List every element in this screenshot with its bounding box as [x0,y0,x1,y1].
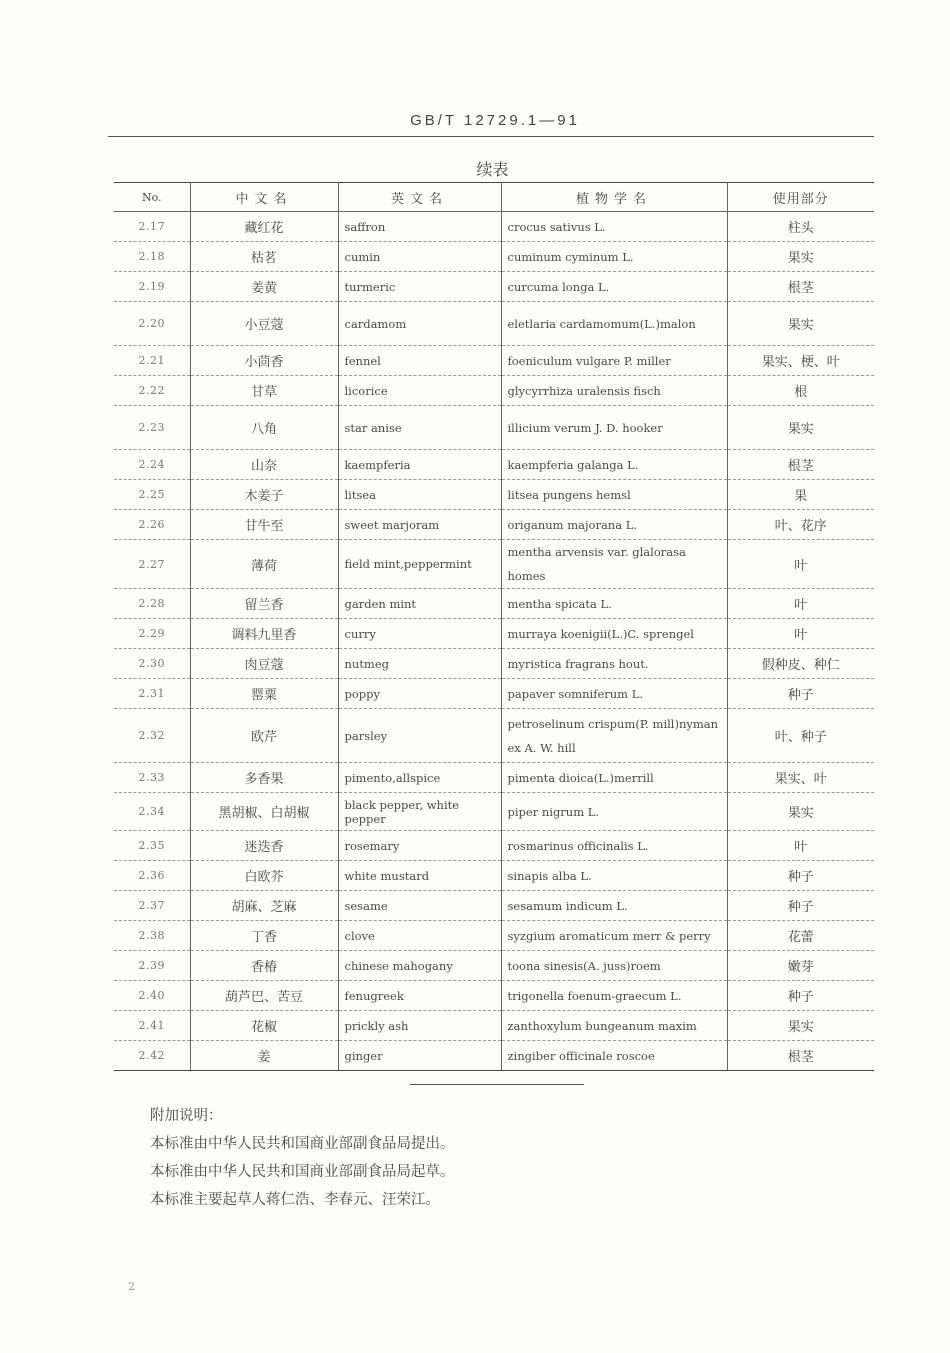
cell-botanical-name: sesamum indicum L. [501,891,727,921]
col-header-english-name: 英文名 [338,183,501,212]
table-row [114,346,874,376]
cell-chinese-name: 枯茗 [190,242,338,272]
cell-chinese-name: 调料九里香 [190,619,338,649]
cell-botanical-name: pimenta dioica(L.)merrill [501,763,727,793]
table-row [114,861,874,891]
cell-no: 2.37 [114,891,190,921]
cell-botanical-name: cuminum cyminum L. [501,242,727,272]
table-row [114,649,874,679]
cell-english-name: chinese mahogany [338,951,501,981]
cell-no: 2.42 [114,1041,190,1071]
col-header-chinese-name: 中文名 [190,183,338,212]
table-row [114,510,874,540]
cell-botanical-name: zanthoxylum bungeanum maxim [501,1011,727,1041]
cell-part-used: 种子 [727,679,874,709]
cell-chinese-name: 欧芹 [190,709,338,763]
table-row [114,619,874,649]
cell-botanical-name: papaver somniferum L. [501,679,727,709]
cell-part-used: 根茎 [727,1041,874,1071]
cell-botanical-name: myristica fragrans hout. [501,649,727,679]
cell-english-name: licorice [338,376,501,406]
cell-chinese-name: 葫芦巴、苦豆 [190,981,338,1011]
cell-no: 2.39 [114,951,190,981]
cell-no: 2.33 [114,763,190,793]
cell-english-name: field mint,peppermint [338,540,501,589]
cell-chinese-name: 甘牛至 [190,510,338,540]
cell-chinese-name: 白欧芥 [190,861,338,891]
table-row [114,831,874,861]
col-header-no: No. [114,183,190,212]
cell-no: 2.28 [114,589,190,619]
cell-part-used: 果实、梗、叶 [727,346,874,376]
cell-chinese-name: 肉豆蔻 [190,649,338,679]
cell-botanical-name: piper nigrum L. [501,793,727,831]
cell-botanical-name: mentha arvensis var. glalorasa homes [501,540,727,589]
table-row [114,981,874,1011]
cell-english-name: nutmeg [338,649,501,679]
cell-part-used: 叶 [727,831,874,861]
cell-part-used: 果 [727,480,874,510]
cell-chinese-name: 花椒 [190,1011,338,1041]
cell-no: 2.35 [114,831,190,861]
cell-botanical-name: eletlaria cardamomum(L.)malon [501,302,727,346]
cell-english-name: sesame [338,891,501,921]
cell-chinese-name: 木姜子 [190,480,338,510]
cell-botanical-name: petroselinum crispum(P. mill)nyman ex A. W. hill [501,709,727,763]
cell-chinese-name: 罂粟 [190,679,338,709]
cell-botanical-name: glycyrrhiza uralensis fisch [501,376,727,406]
cell-botanical-name: illicium verum J. D. hooker [501,406,727,450]
cell-chinese-name: 姜 [190,1041,338,1071]
col-header-part-used: 使用部分 [727,183,874,212]
cell-english-name: garden mint [338,589,501,619]
cell-chinese-name: 留兰香 [190,589,338,619]
additional-notes [150,1102,455,1214]
table-row [114,679,874,709]
cell-chinese-name: 小茴香 [190,346,338,376]
table-row [114,793,874,831]
cell-chinese-name: 胡麻、芝麻 [190,891,338,921]
cell-botanical-name: syzgium aromaticum merr & perry [501,921,727,951]
cell-chinese-name: 薄荷 [190,540,338,589]
cell-botanical-name: zingiber officinale roscoe [501,1041,727,1071]
cell-english-name: prickly ash [338,1011,501,1041]
cell-part-used: 果实 [727,1011,874,1041]
notes-title: 附加说明： [150,1108,223,1124]
cell-no: 2.24 [114,450,190,480]
table-row [114,1041,874,1071]
cell-english-name: cardamom [338,302,501,346]
table-row [114,272,874,302]
table-row [114,891,874,921]
cell-english-name: cumin [338,242,501,272]
header-rule [108,136,874,137]
table-row [114,1011,874,1041]
cell-botanical-name: rosmarinus officinalis L. [501,831,727,861]
table-caption: 续表 [476,160,509,179]
notes-line-drafters: 本标准主要起草人蒋仁浩、李春元、汪荣江。 [150,1192,440,1208]
cell-part-used: 果实 [727,302,874,346]
cell-no: 2.32 [114,709,190,763]
cell-no: 2.22 [114,376,190,406]
cell-part-used: 柱头 [727,212,874,242]
cell-part-used: 根茎 [727,450,874,480]
cell-chinese-name: 香椿 [190,951,338,981]
cell-part-used: 叶 [727,540,874,589]
cell-no: 2.41 [114,1011,190,1041]
cell-part-used: 根 [727,376,874,406]
table-row [114,480,874,510]
cell-part-used: 根茎 [727,272,874,302]
table-row [114,242,874,272]
cell-english-name: fennel [338,346,501,376]
cell-no: 2.38 [114,921,190,951]
cell-part-used: 种子 [727,891,874,921]
cell-chinese-name: 藏红花 [190,212,338,242]
cell-botanical-name: sinapis alba L. [501,861,727,891]
table-row [114,951,874,981]
table-row [114,540,874,589]
cell-no: 2.30 [114,649,190,679]
cell-part-used: 果实 [727,406,874,450]
cell-english-name: turmeric [338,272,501,302]
cell-part-used: 叶 [727,619,874,649]
table-row [114,376,874,406]
cell-part-used: 叶 [727,589,874,619]
cell-english-name: black pepper, white pepper [338,793,501,831]
cell-chinese-name: 八角 [190,406,338,450]
table-row [114,302,874,346]
cell-part-used: 假种皮、种仁 [727,649,874,679]
cell-english-name: rosemary [338,831,501,861]
spice-table-container [114,182,874,1071]
end-rule [410,1084,584,1085]
cell-part-used: 种子 [727,981,874,1011]
table-row [114,921,874,951]
cell-part-used: 种子 [727,861,874,891]
cell-botanical-name: foeniculum vulgare P. miller [501,346,727,376]
cell-english-name: fenugreek [338,981,501,1011]
cell-part-used: 嫩芽 [727,951,874,981]
cell-botanical-name: mentha spicata L. [501,589,727,619]
cell-no: 2.23 [114,406,190,450]
cell-no: 2.26 [114,510,190,540]
cell-chinese-name: 山奈 [190,450,338,480]
cell-botanical-name: murraya koenigii(L.)C. sprengel [501,619,727,649]
cell-english-name: litsea [338,480,501,510]
cell-botanical-name: litsea pungens hemsl [501,480,727,510]
cell-no: 2.29 [114,619,190,649]
cell-english-name: clove [338,921,501,951]
cell-no: 2.31 [114,679,190,709]
cell-no: 2.20 [114,302,190,346]
cell-part-used: 叶、种子 [727,709,874,763]
table-row [114,406,874,450]
cell-no: 2.18 [114,242,190,272]
cell-chinese-name: 迷迭香 [190,831,338,861]
cell-english-name: saffron [338,212,501,242]
spice-table [114,182,874,1071]
cell-no: 2.19 [114,272,190,302]
cell-chinese-name: 多香果 [190,763,338,793]
cell-part-used: 果实 [727,242,874,272]
table-body [114,212,874,1071]
cell-english-name: parsley [338,709,501,763]
cell-english-name: star anise [338,406,501,450]
cell-botanical-name: origanum majorana L. [501,510,727,540]
cell-chinese-name: 小豆蔻 [190,302,338,346]
table-row [114,589,874,619]
cell-english-name: sweet marjoram [338,510,501,540]
cell-no: 2.34 [114,793,190,831]
cell-english-name: poppy [338,679,501,709]
cell-no: 2.25 [114,480,190,510]
cell-chinese-name: 甘草 [190,376,338,406]
cell-part-used: 果实、叶 [727,763,874,793]
table-header-row [114,183,874,212]
cell-botanical-name: kaempferia galanga L. [501,450,727,480]
table-row [114,763,874,793]
cell-english-name: kaempferia [338,450,501,480]
cell-part-used: 叶、花序 [727,510,874,540]
table-row [114,450,874,480]
page-number: 2 [128,1280,135,1293]
table-row [114,709,874,763]
cell-part-used: 果实 [727,793,874,831]
notes-line-proposed: 本标准由中华人民共和国商业部副食品局提出。 [150,1136,455,1152]
cell-chinese-name: 黑胡椒、白胡椒 [190,793,338,831]
cell-no: 2.40 [114,981,190,1011]
standard-number: GB/T 12729.1—91 [410,112,580,129]
cell-english-name: curry [338,619,501,649]
cell-botanical-name: toona sinesis(A. juss)roem [501,951,727,981]
cell-no: 2.21 [114,346,190,376]
col-header-botanical-name: 植物学名 [501,183,727,212]
cell-no: 2.36 [114,861,190,891]
cell-english-name: pimento,allspice [338,763,501,793]
cell-english-name: white mustard [338,861,501,891]
cell-part-used: 花蕾 [727,921,874,951]
cell-botanical-name: curcuma longa L. [501,272,727,302]
cell-botanical-name: crocus sativus L. [501,212,727,242]
cell-chinese-name: 姜黄 [190,272,338,302]
cell-english-name: ginger [338,1041,501,1071]
cell-no: 2.17 [114,212,190,242]
cell-chinese-name: 丁香 [190,921,338,951]
table-row [114,212,874,242]
notes-line-drafted: 本标准由中华人民共和国商业部副食品局起草。 [150,1164,455,1180]
cell-no: 2.27 [114,540,190,589]
cell-botanical-name: trigonella foenum-graecum L. [501,981,727,1011]
